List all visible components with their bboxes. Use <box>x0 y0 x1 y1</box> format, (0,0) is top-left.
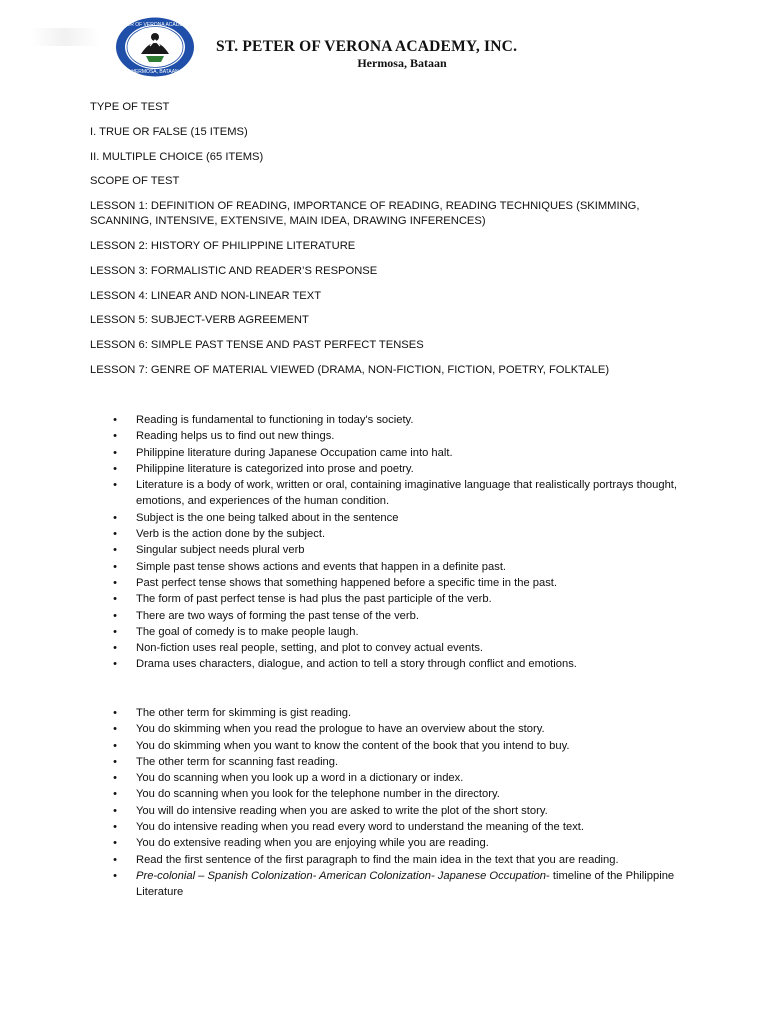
list-item <box>110 705 690 721</box>
bullet-icon: • <box>113 462 117 475</box>
list-item-text: Philippine literature during Japanese Occupation came into halt. <box>136 446 453 459</box>
bullet-icon: • <box>113 755 117 768</box>
bullet-icon: • <box>113 853 117 866</box>
bullet-icon: • <box>113 479 117 492</box>
list-item-text: Non-fiction uses real people, setting, and plot to convey actual events. <box>136 642 484 655</box>
list-item-text: The other term for scanning fast reading. <box>136 755 339 768</box>
list-item-text: Verb is the action done by the subject. <box>136 528 326 541</box>
outline-line: LESSON 7: GENRE OF MATERIAL VIEWED (DRAMA, NON-FICTION, FICTION, POETRY, FOLKTALE) <box>90 363 610 376</box>
list-item <box>110 591 690 607</box>
list-item-text: You do intensive reading when you read every word to understand the meaning of the text. <box>136 821 585 834</box>
list-item-text: The form of past perfect tense is had plus the past participle of the verb. <box>136 593 492 606</box>
list-item <box>110 754 690 770</box>
list-item-text: You will do intensive reading when you are asked to write the plot of the short story. <box>136 804 548 817</box>
list-item <box>110 542 690 558</box>
list-item <box>110 575 690 591</box>
school-name: ST. PETER OF VERONA ACADEMY, INC. <box>216 38 518 55</box>
list-item <box>110 526 690 542</box>
outline-line: I. TRUE OR FALSE (15 ITEMS) <box>90 125 248 138</box>
list-item <box>110 786 690 802</box>
school-logo <box>108 16 202 78</box>
bullet-icon: • <box>113 837 117 850</box>
outline-line: LESSON 1: DEFINITION OF READING, IMPORTANCE OF READING, READING TECHNIQUES (SKIMMING, SCANNING, INTENSIVE, EXTENSIVE, MAIN IDEA, DRAWING INFERENCES) <box>90 200 640 228</box>
outline-line: LESSON 3: FORMALISTIC AND READER’S RESPONSE <box>90 264 378 277</box>
list-item-text: Literature is a body of work, written or oral, containing imaginative language that realistically portrays thought, emotions, and experiences of the human condition. <box>136 479 678 508</box>
list-item <box>110 608 690 624</box>
bullet-list-facts <box>110 412 690 673</box>
list-item <box>110 721 690 737</box>
bullet-icon: • <box>113 625 117 638</box>
list-item <box>110 428 690 444</box>
bullet-icon: • <box>113 707 117 719</box>
list-item <box>110 412 690 428</box>
scan-smudge <box>30 28 100 46</box>
bullet-icon: • <box>113 772 117 785</box>
bullet-icon: • <box>113 593 117 606</box>
list-item-text: The goal of comedy is to make people laugh. <box>136 625 359 638</box>
list-item <box>110 803 690 819</box>
bullet-icon: • <box>113 511 117 524</box>
list-item <box>110 559 690 575</box>
outline-line: LESSON 5: SUBJECT-VERB AGREEMENT <box>90 314 309 327</box>
bullet-icon: • <box>113 739 117 752</box>
list-item <box>110 461 690 477</box>
outline-line: LESSON 4: LINEAR AND NON-LINEAR TEXT <box>90 289 322 302</box>
list-item-text: You do scanning when you look up a word in a dictionary or index. <box>136 772 464 785</box>
list-item-text: Singular subject needs plural verb <box>136 544 305 557</box>
list-item <box>110 835 690 851</box>
bullet-icon: • <box>113 609 117 622</box>
outline-line: TYPE OF TEST <box>90 101 170 113</box>
bullet-icon: • <box>113 788 117 801</box>
bullet-list-techniques <box>110 705 690 901</box>
seal-top-text: ST. PETER OF VERONA ACADEMY INC. <box>108 22 202 28</box>
list-item <box>110 624 690 640</box>
list-item <box>110 510 690 526</box>
list-item <box>110 640 690 656</box>
list-item <box>110 656 690 672</box>
list-item-text: You do extensive reading when you are enjoying while you are reading. <box>136 837 489 850</box>
list-item-text: Simple past tense shows actions and events that happen in a definite past. <box>136 560 507 573</box>
list-item <box>110 445 690 461</box>
list-item-text: There are two ways of forming the past tense of the verb. <box>136 609 419 622</box>
list-item-text: Subject is the one being talked about in the sentence <box>136 511 399 524</box>
list-item-text: Read the first sentence of the first paragraph to find the main idea in the text that you are reading. <box>136 853 619 866</box>
bullet-icon: • <box>113 446 117 459</box>
outline-line: SCOPE OF TEST <box>90 175 180 188</box>
list-item-text: Reading is fundamental to functioning in today's society. <box>136 414 414 426</box>
list-item-text: Drama uses characters, dialogue, and action to tell a story through conflict and emotions. <box>136 658 577 671</box>
outline-line: II. MULTIPLE CHOICE (65 ITEMS) <box>90 150 264 163</box>
bullet-icon: • <box>113 658 117 671</box>
bullet-icon: • <box>113 723 117 736</box>
list-item <box>110 477 690 510</box>
bullet-icon: • <box>113 430 117 443</box>
bullet-icon: • <box>113 804 117 817</box>
list-item-text: Philippine literature is categorized into prose and poetry. <box>136 462 414 475</box>
outline-line: LESSON 2: HISTORY OF PHILIPPINE LITERATURE <box>90 239 356 252</box>
school-seal-icon <box>108 16 202 78</box>
bullet-icon: • <box>113 414 117 426</box>
timeline-text: - timeline of the Philippine Literature <box>136 869 675 899</box>
test-outline <box>90 100 690 388</box>
outline-line: LESSON 6: SIMPLE PAST TENSE AND PAST PERFECT TENSES <box>90 339 424 352</box>
list-item <box>110 738 690 754</box>
bullet-icon: • <box>113 560 117 573</box>
document-header <box>0 0 768 90</box>
bullet-icon: • <box>113 528 117 541</box>
list-item <box>110 852 690 868</box>
timeline-italic-text: Pre-colonial – Spanish Colonization- American Colonization- Japanese Occupation <box>136 869 547 882</box>
list-item-text: You do skimming when you want to know the content of the book that you intend to buy. <box>136 739 570 752</box>
list-item-text: You do scanning when you look for the telephone number in the directory. <box>136 788 500 801</box>
bullet-icon: • <box>113 576 117 589</box>
seal-bottom-text: HERMOSA, BATAAN <box>131 69 179 75</box>
bullet-icon: • <box>113 544 117 557</box>
list-item <box>110 819 690 835</box>
bullet-icon: • <box>113 821 117 834</box>
bullet-icon: • <box>113 869 117 882</box>
list-item-text: The other term for skimming is gist reading. <box>136 707 352 719</box>
school-location: Hermosa, Bataan <box>357 56 447 70</box>
list-item-text: Reading helps us to find out new things. <box>136 430 335 443</box>
list-item <box>110 770 690 786</box>
list-item <box>110 868 690 901</box>
list-item-text: Past perfect tense shows that something happened before a specific time in the past. <box>136 576 558 589</box>
bullet-icon: • <box>113 642 117 655</box>
list-item-text: You do skimming when you read the prologue to have an overview about the story. <box>136 723 545 736</box>
